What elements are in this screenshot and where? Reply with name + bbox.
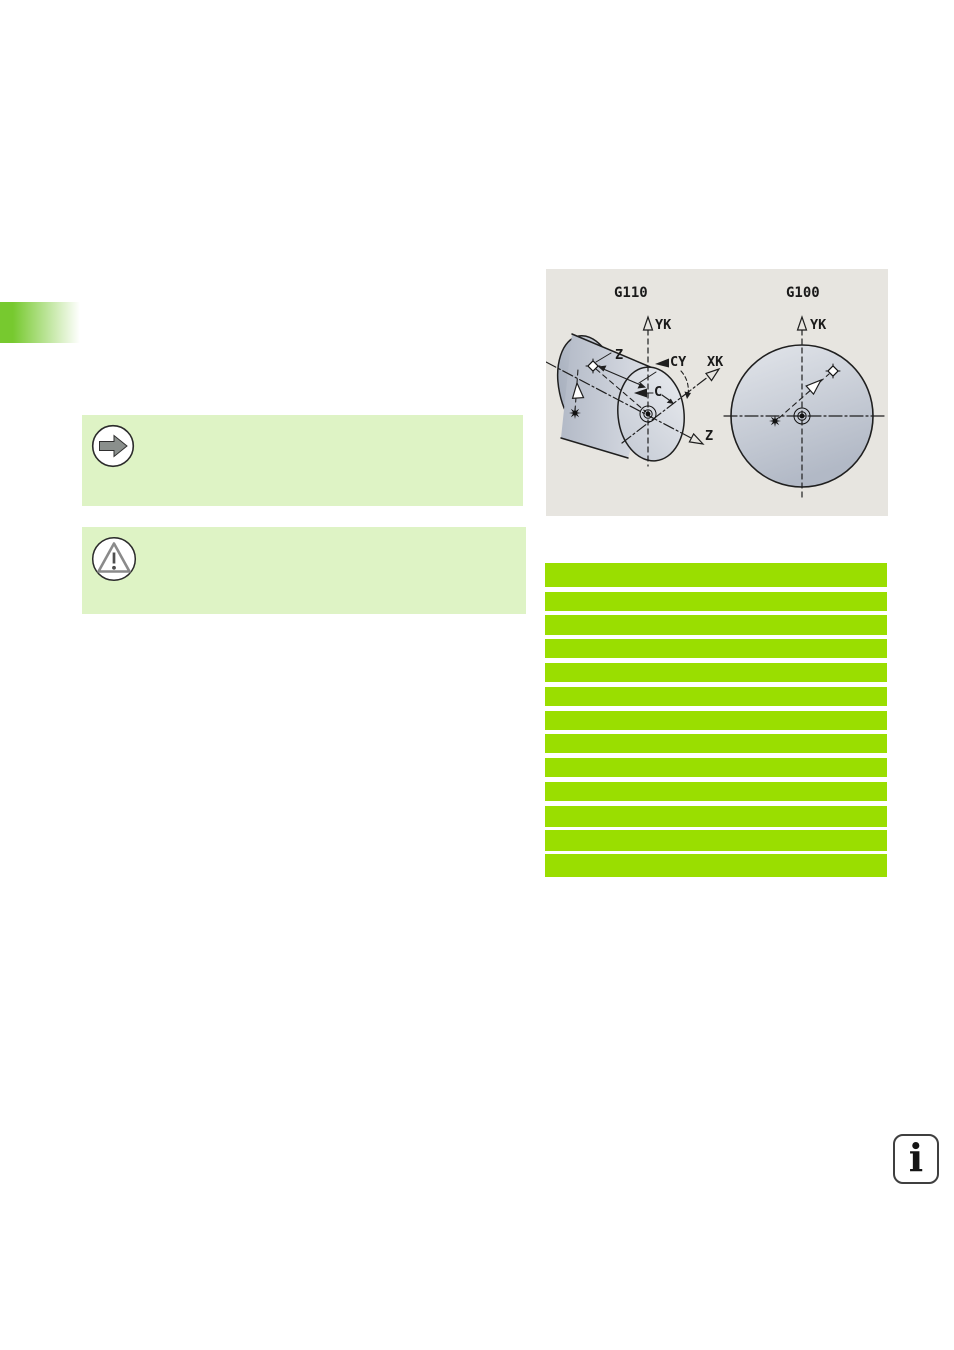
table-row-highlight xyxy=(545,806,887,827)
label-yk-right: YK xyxy=(810,317,827,333)
label-c: C xyxy=(654,384,663,400)
label-cy: CY xyxy=(670,354,687,370)
table-row-highlight xyxy=(545,663,887,682)
info-icon-glyph: i xyxy=(908,1135,924,1180)
table-row-highlight xyxy=(545,711,887,730)
table-row-highlight xyxy=(545,758,887,777)
table-row-highlight xyxy=(545,687,887,706)
table-row-highlight xyxy=(545,592,887,611)
label-z-axis: Z xyxy=(705,428,714,444)
figure-g110 xyxy=(546,285,724,466)
table-row-highlight xyxy=(545,639,887,658)
note-box-warning xyxy=(82,527,526,614)
label-z-dim: Z xyxy=(615,347,624,363)
label-xk: XK xyxy=(707,354,724,370)
info-icon xyxy=(893,1134,939,1184)
table-row-highlight xyxy=(545,782,887,801)
table-row-highlight xyxy=(545,854,887,877)
warning-icon xyxy=(91,536,137,582)
figure-g100 xyxy=(724,285,885,497)
diagram-panel xyxy=(546,269,888,516)
table-row-highlight xyxy=(545,734,887,753)
figure-g110-title: G110 xyxy=(614,285,648,301)
table-row-highlight xyxy=(545,563,887,587)
table-row-highlight xyxy=(545,615,887,635)
table-row-highlight xyxy=(545,830,887,851)
arrow-right-icon xyxy=(91,424,135,468)
note-box-hint xyxy=(82,415,523,506)
label-yk-left: YK xyxy=(655,317,672,333)
chapter-tab-marker xyxy=(0,302,80,343)
figure-g100-title: G100 xyxy=(786,285,820,301)
